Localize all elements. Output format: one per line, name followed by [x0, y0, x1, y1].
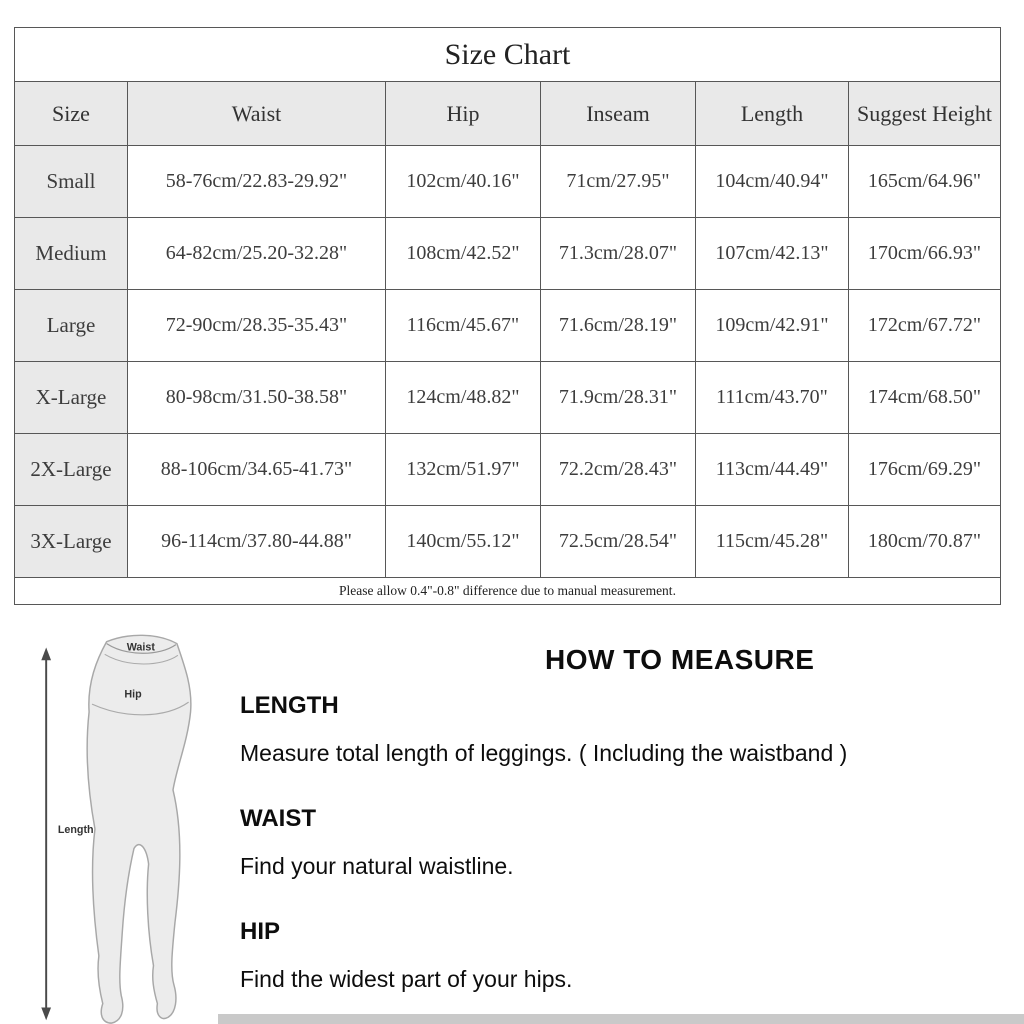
- length-cell: 111cm/43.70": [696, 362, 849, 434]
- length-cell: 115cm/45.28": [696, 506, 849, 578]
- hip-section: [240, 918, 1015, 993]
- waist-description: Find your natural waistline.: [240, 853, 514, 879]
- size-cell: 2X-Large: [15, 434, 128, 506]
- how-to-measure-sections: [240, 692, 1015, 1024]
- table-row: [15, 506, 1001, 578]
- table-row: [15, 434, 1001, 506]
- height-cell: 170cm/66.93": [849, 218, 1001, 290]
- inseam-cell: 72.5cm/28.54": [541, 506, 696, 578]
- figure-hip-label: Hip: [124, 688, 142, 701]
- inseam-cell: 71.3cm/28.07": [541, 218, 696, 290]
- figure-length-label: Length: [57, 823, 94, 836]
- height-cell: 176cm/69.29": [849, 434, 1001, 506]
- leggings-illustration: [28, 628, 238, 1024]
- hip-cell: 124cm/48.82": [386, 362, 541, 434]
- waist-heading: WAIST: [240, 805, 316, 832]
- height-cell: 180cm/70.87": [849, 506, 1001, 578]
- length-cell: 113cm/44.49": [696, 434, 849, 506]
- col-header-hip: Hip: [386, 82, 541, 146]
- col-header-suggest-height: Suggest Height: [849, 82, 1001, 146]
- size-cell: X-Large: [15, 362, 128, 434]
- col-header-size: Size: [15, 82, 128, 146]
- size-cell: Small: [15, 146, 128, 218]
- hip-heading: HIP: [240, 918, 281, 945]
- table-row: [15, 218, 1001, 290]
- table-row: [15, 146, 1001, 218]
- size-chart-title: Size Chart: [15, 28, 1001, 82]
- hip-cell: 132cm/51.97": [386, 434, 541, 506]
- hip-description: Find the widest part of your hips.: [240, 966, 573, 992]
- figure-waist-label: Waist: [126, 641, 155, 654]
- waist-cell: 64-82cm/25.20-32.28": [128, 218, 386, 290]
- waist-cell: 80-98cm/31.50-38.58": [128, 362, 386, 434]
- size-chart-table: [14, 27, 1001, 605]
- hip-cell: 102cm/40.16": [386, 146, 541, 218]
- col-header-waist: Waist: [128, 82, 386, 146]
- inseam-cell: 71.6cm/28.19": [541, 290, 696, 362]
- length-arrow-icon: [41, 648, 51, 1021]
- waist-cell: 96-114cm/37.80-44.88": [128, 506, 386, 578]
- hip-cell: 140cm/55.12": [386, 506, 541, 578]
- waist-cell: 58-76cm/22.83-29.92": [128, 146, 386, 218]
- height-cell: 174cm/68.50": [849, 362, 1001, 434]
- inseam-cell: 71cm/27.95": [541, 146, 696, 218]
- length-cell: 104cm/40.94": [696, 146, 849, 218]
- table-header-row: [15, 82, 1001, 146]
- col-header-length: Length: [696, 82, 849, 146]
- how-to-measure-title: HOW TO MEASURE: [545, 644, 815, 675]
- table-row: [15, 290, 1001, 362]
- length-description: Measure total length of leggings. ( Including the waistband ): [240, 740, 848, 766]
- measurement-note: Please allow 0.4"-0.8" difference due to manual measurement.: [15, 578, 1001, 605]
- length-cell: 107cm/42.13": [696, 218, 849, 290]
- waist-section: [240, 805, 1015, 880]
- height-cell: 172cm/67.72": [849, 290, 1001, 362]
- waist-cell: 72-90cm/28.35-35.43": [128, 290, 386, 362]
- hip-cell: 108cm/42.52": [386, 218, 541, 290]
- table-row: [15, 362, 1001, 434]
- col-header-inseam: Inseam: [541, 82, 696, 146]
- hip-cell: 116cm/45.67": [386, 290, 541, 362]
- length-section: [240, 692, 1015, 767]
- length-heading: LENGTH: [240, 692, 339, 719]
- height-cell: 165cm/64.96": [849, 146, 1001, 218]
- size-cell: 3X-Large: [15, 506, 128, 578]
- size-cell: Large: [15, 290, 128, 362]
- inseam-cell: 71.9cm/28.31": [541, 362, 696, 434]
- length-cell: 109cm/42.91": [696, 290, 849, 362]
- inseam-cell: 72.2cm/28.43": [541, 434, 696, 506]
- bottom-strip: [218, 1014, 1024, 1024]
- size-cell: Medium: [15, 218, 128, 290]
- waist-cell: 88-106cm/34.65-41.73": [128, 434, 386, 506]
